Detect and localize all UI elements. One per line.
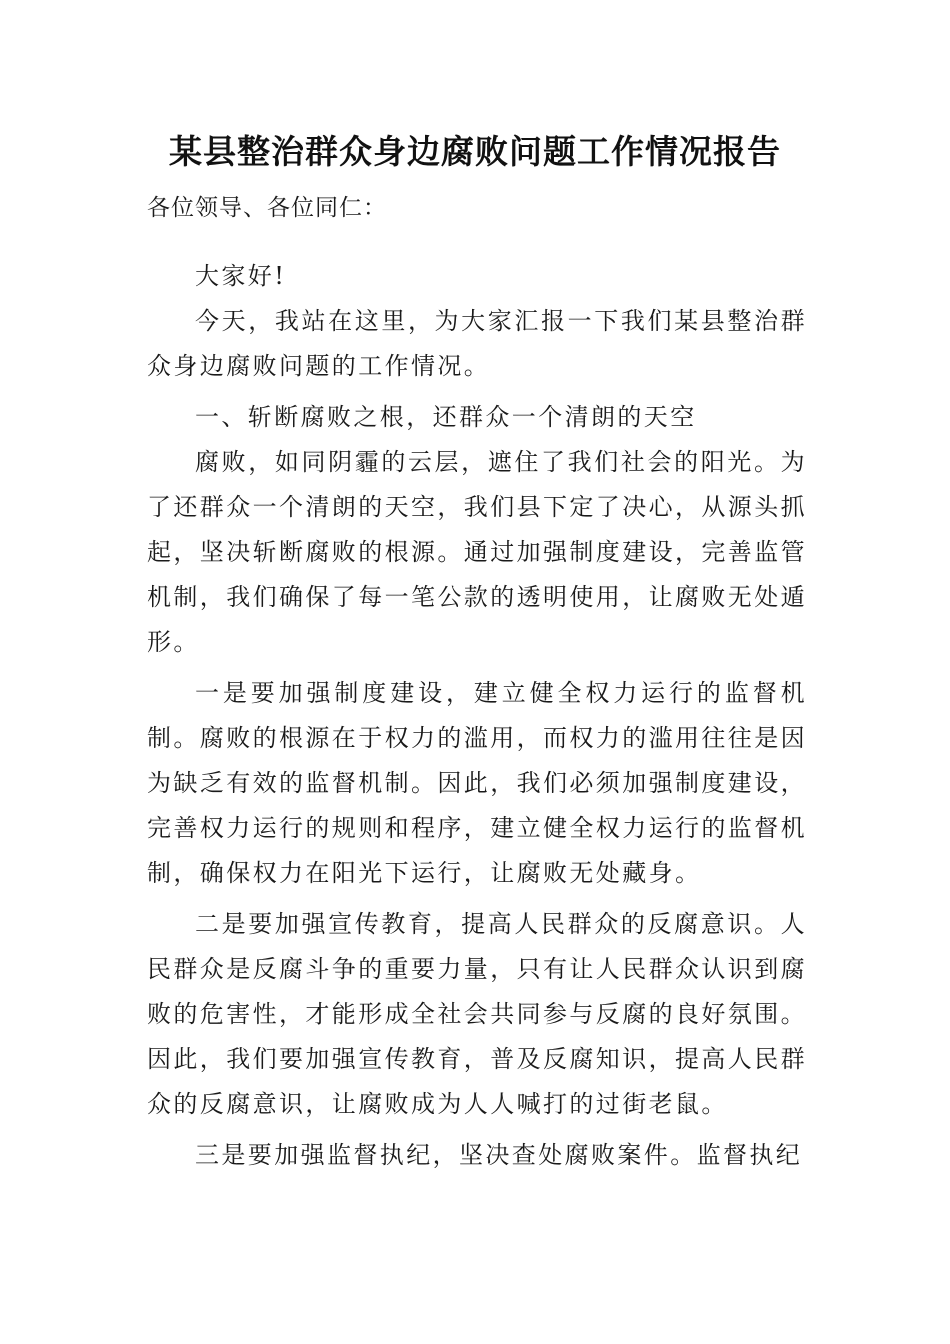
salutation: 各位领导、各位同仁： xyxy=(147,195,387,221)
paragraph-intro: 今天，我站在这里，为大家汇报一下我们某县整治群众身边腐败问题的工作情况。 xyxy=(147,307,807,380)
paragraph-point-1: 一是要加强制度建设，建立健全权力运行的监督机制。腐败的根源在于权力的滥用，而权力的滥用往往是因为缺乏有效的监督机制。因此，我们必须加强制度建设，完善权力运行的规则和程序，建立健全权力运行的监督机制，确保权力在阳光下运行，让腐败无处藏身。 xyxy=(147,679,807,887)
paragraph-point-3: 三是要加强监督执纪，坚决查处腐败案件。监督执纪 xyxy=(195,1141,803,1169)
paragraph-greeting: 大家好! xyxy=(195,262,287,290)
paragraph-point-2: 二是要加强宣传教育，提高人民群众的反腐意识。人民群众是反腐斗争的重要力量，只有让人民群众认识到腐败的危害性，才能形成全社会共同参与反腐的良好氛围。因此，我们要加强宣传教育，普及反腐知识，提高人民群众的反腐意识，让腐败成为人人喊打的过街老鼠。 xyxy=(147,910,807,1118)
document-body xyxy=(147,254,807,1178)
paragraph-section-1: 腐败，如同阴霾的云层，遮住了我们社会的阳光。为了还群众一个清朗的天空，我们县下定了决心，从源头抓起，坚决斩断腐败的根源。通过加强制度建设，完善监管机制，我们确保了每一笔公款的透明使用，让腐败无处遁形。 xyxy=(147,448,807,656)
section-heading-1: 一、斩断腐败之根，还群众一个清朗的天空 xyxy=(195,403,697,431)
document-title: 某县整治群众身边腐败问题工作情况报告 xyxy=(169,132,781,171)
